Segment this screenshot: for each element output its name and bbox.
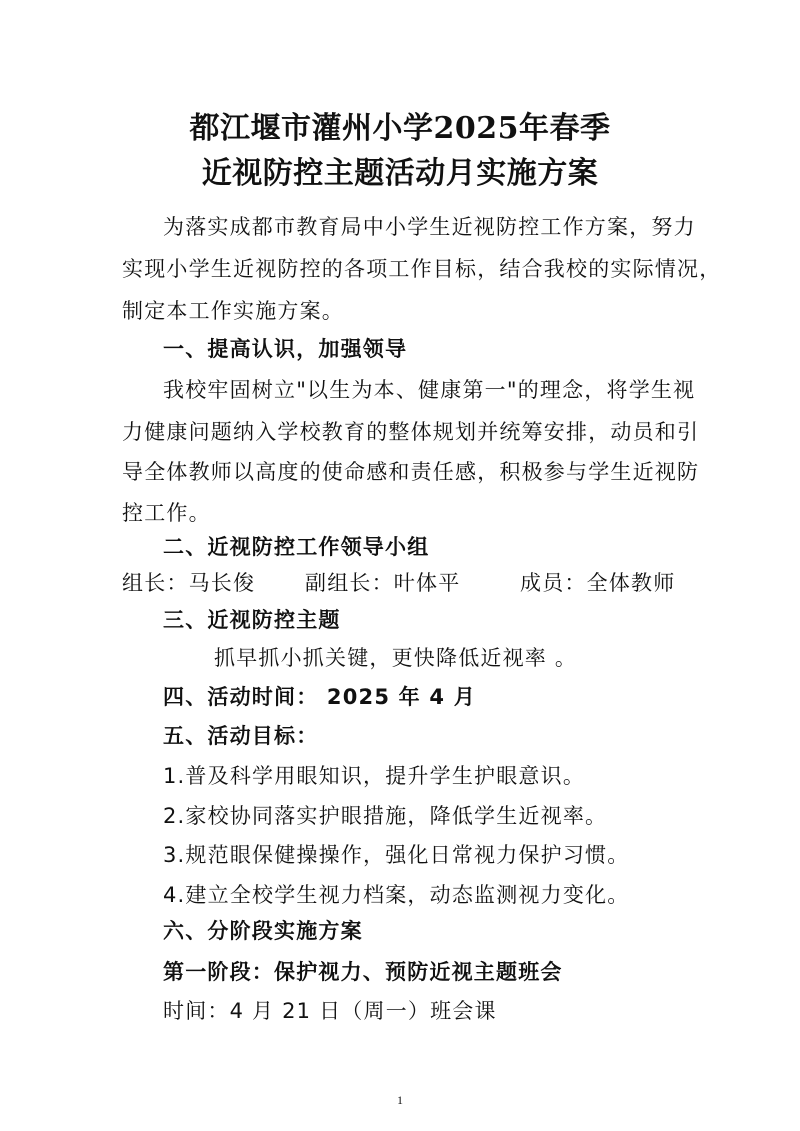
section-5-heading: 五、活动目标： — [163, 724, 319, 748]
goal-item-2: 2.家校协同落实护眼措施，降低学生近视率。 — [163, 804, 608, 828]
section-6-heading: 六、分阶段实施方案 — [163, 919, 363, 943]
phase-1-time: 时间：4 月 21 日（周一）班会课 — [163, 999, 497, 1023]
section-3-theme: 抓早抓小抓关键，更快降低近视率 。 — [214, 646, 578, 670]
page-number: 1 — [397, 1093, 403, 1107]
intro-line-2: 实现小学生近视防控的各项工作目标，结合我校的实际情况， — [122, 257, 722, 281]
group-leader: 组长：马长俊 — [122, 571, 256, 595]
goal-item-3: 3.规范眼保健操操作，强化日常视力保护习惯。 — [163, 843, 630, 867]
goal-item-1: 1.普及科学用眼知识，提升学生护眼意识。 — [163, 764, 586, 788]
section-1-line-4: 控工作。 — [122, 501, 211, 525]
phase-1-title: 第一阶段：保护视力、预防近视主题班会 — [163, 960, 563, 984]
section-1-line-2: 力健康问题纳入学校教育的整体规划并统筹安排，动员和引 — [122, 420, 700, 444]
goal-item-4: 4.建立全校学生视力档案，动态监测视力变化。 — [163, 883, 630, 907]
section-1-heading: 一、提高认识，加强领导 — [163, 337, 408, 361]
section-1-line-3: 导全体教师以高度的使命感和责任感，积极参与学生近视防 — [122, 460, 700, 484]
intro-line-1: 为落实成都市教育局中小学生近视防控工作方案，努力 — [163, 215, 696, 239]
section-2-heading: 二、近视防控工作领导小组 — [163, 535, 430, 559]
section-3-heading: 三、近视防控主题 — [163, 608, 341, 632]
document-title-line-1: 都江堰市灌州小学2025年春季 — [189, 111, 611, 146]
intro-line-3: 制定本工作实施方案。 — [122, 299, 344, 323]
section-4-heading: 四、活动时间： 2025 年 4 月 — [163, 685, 476, 709]
group-deputy-leader: 副组长：叶体平 — [305, 571, 461, 595]
group-members: 成员：全体教师 — [520, 571, 676, 595]
section-1-line-1: 我校牢固树立"以生为本、健康第一"的理念，将学生视 — [163, 378, 696, 402]
document-title-line-2: 近视防控主题活动月实施方案 — [201, 156, 599, 191]
